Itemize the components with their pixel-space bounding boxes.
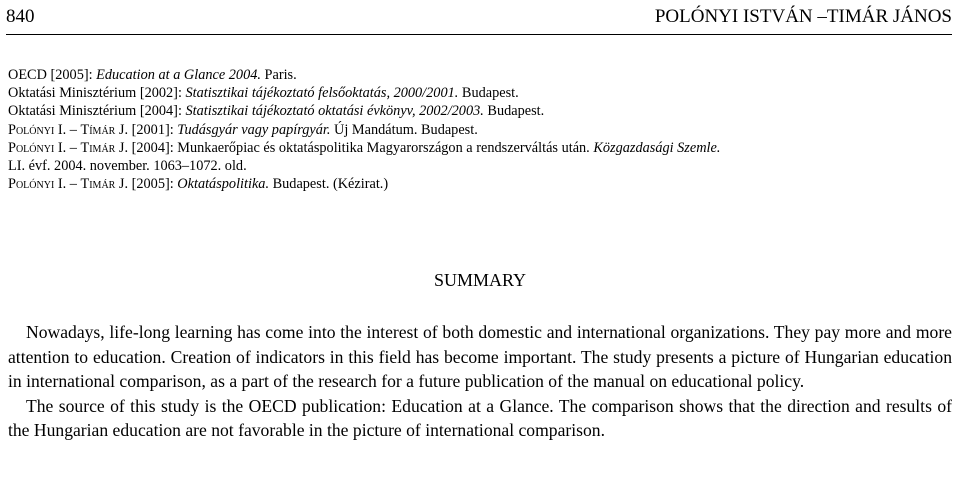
reference-author: Timár J. xyxy=(80,139,129,156)
reference-title: Statisztikai tájékoztató felsőoktatás, 2000/2001. xyxy=(185,85,459,102)
reference-title: Oktatáspolitika. xyxy=(177,176,270,193)
summary-heading: SUMMARY xyxy=(433,270,527,290)
reference-text: Új Mandátum. Budapest. xyxy=(330,121,478,138)
summary-paragraph: The source of this study is the OECD publication: Education at a Glance. The comparison shows that the direction and results of the Hungarian education are not favorable in the picture of international comparison. xyxy=(8,395,952,440)
reference-text: Paris. xyxy=(260,67,297,83)
summary-paragraph: Nowadays, life-long learning has come into the interest of both domestic and international organizations. They pay more and more attention to education. Creation of indicators in this field has become important. The study presents a picture of Hungarian education in international comparison, as a part of the research for a future publication of the manual on educational policy. xyxy=(8,322,952,391)
reference-author: Polónyi I. xyxy=(8,176,67,193)
header-rule xyxy=(6,34,952,35)
reference-item xyxy=(8,66,952,84)
reference-text: Oktatási Minisztérium [2002]: xyxy=(8,85,186,102)
reference-title: Közgazdasági Szemle. xyxy=(593,139,721,156)
reference-continuation xyxy=(8,157,952,175)
reference-text: Budapest. xyxy=(483,103,545,120)
summary-body xyxy=(8,320,952,443)
reference-author: Polónyi I. xyxy=(8,121,67,138)
reference-text: Budapest. xyxy=(458,85,519,102)
running-head: POLÓNYI ISTVÁN –TIMÁR JÁNOS xyxy=(654,6,952,27)
reference-list xyxy=(8,66,952,193)
page-number: 840 xyxy=(6,6,35,27)
reference-text: Oktatási Minisztérium [2004]: xyxy=(8,103,186,120)
reference-title: Education at a Glance 2004. xyxy=(96,67,261,83)
reference-author: Polónyi I. xyxy=(8,139,67,156)
reference-item xyxy=(8,84,952,102)
page-header xyxy=(6,4,952,30)
reference-item xyxy=(8,139,952,157)
author-separator: – xyxy=(66,139,81,156)
reference-author: Timár J. xyxy=(80,176,129,193)
reference-text: [2001]: xyxy=(128,121,178,138)
reference-title: Tudásgyár vagy papírgyár. xyxy=(177,121,331,138)
author-separator: – xyxy=(66,121,81,138)
reference-item xyxy=(8,175,952,193)
reference-text: [2004]: Munkaerőpiac és oktatáspolitika Magyarországon a rendszerváltás után. xyxy=(128,139,594,156)
reference-item xyxy=(8,102,952,120)
reference-text: [2005]: xyxy=(128,176,178,193)
reference-item xyxy=(8,121,952,139)
reference-text: Budapest. (Kézirat.) xyxy=(269,176,389,193)
reference-text: LI. évf. 2004. november. 1063–1072. old. xyxy=(8,158,247,175)
author-separator: – xyxy=(66,176,81,193)
reference-author: Tímár J. xyxy=(80,121,129,138)
reference-text: OECD [2005]: xyxy=(8,67,97,83)
reference-title: Statisztikai tájékoztató oktatási évkönyv, 2002/2003. xyxy=(185,103,484,120)
